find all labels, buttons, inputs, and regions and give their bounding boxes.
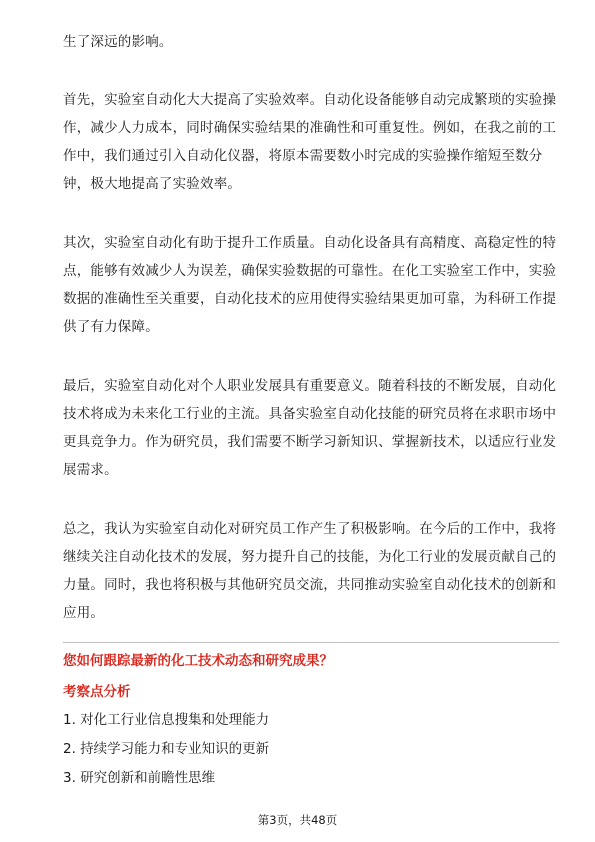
list-item: 2. 持续学习能力和专业知识的更新 (63, 741, 270, 757)
analysis-heading: 考察点分析 (63, 684, 131, 700)
paragraph-line: 应用。 (63, 605, 105, 621)
list-item: 1. 对化工行业信息搜集和处理能力 (63, 712, 270, 728)
paragraph-line: 首先，实验室自动化大大提高了实验效率。自动化设备能够自动完成繁琐的实验操 (63, 92, 557, 108)
paragraph-line: 展需求。 (63, 462, 118, 478)
paragraph-line: 总之，我认为实验室自动化对研究员工作产生了积极影响。在今后的工作中，我将 (63, 521, 557, 537)
list-item: 3. 研究创新和前瞻性思维 (63, 770, 216, 786)
paragraph-line: 生了深远的影响。 (63, 34, 173, 50)
paragraph-line: 继续关注自动化技术的发展，努力提升自己的技能，为化工行业的发展贡献自己的 (63, 549, 557, 565)
paragraph-line: 数据的准确性至关重要，自动化技术的应用使得实验结果更加可靠，为科研工作提 (63, 291, 557, 307)
section-divider (63, 642, 559, 643)
paragraph-line: 供了有力保障。 (63, 319, 159, 335)
paragraph-line: 技术将成为未来化工行业的主流。具备实验室自动化技能的研究员将在求职市场中 (63, 406, 557, 422)
paragraph-line: 力量。同时，我也将积极与其他研究员交流，共同推动实验室自动化技术的创新和 (63, 577, 557, 593)
paragraph-line: 最后，实验室自动化对个人职业发展具有重要意义。随着科技的不断发展，自动化 (63, 378, 557, 394)
paragraph-quality (63, 229, 557, 341)
interview-question: 您如何跟踪最新的化工技术动态和研究成果？ (63, 653, 333, 669)
paragraph-career (63, 372, 557, 484)
analysis-points-list (63, 706, 269, 793)
paragraph-efficiency (63, 86, 557, 198)
paragraph-line: 点，能够有效减少人为误差，确保实验数据的可靠性。在化工实验室工作中，实验 (63, 263, 557, 279)
page-number: 第3页，共48页 (257, 813, 338, 827)
paragraph-line: 钟，极大地提高了实验效率。 (63, 176, 242, 192)
paragraph-line: 其次，实验室自动化有助于提升工作质量。自动化设备具有高精度、高稳定性的特 (63, 235, 557, 251)
paragraph-conclusion (63, 515, 557, 627)
paragraph-line: 作，减少人力成本，同时确保实验结果的准确性和可重复性。例如，在我之前的工 (63, 120, 557, 136)
paragraph-line: 更具竞争力。作为研究员，我们需要不断学习新知识、掌握新技术，以适应行业发 (63, 434, 557, 450)
paragraph-line: 作中，我们通过引入自动化仪器，将原本需要数小时完成的实验操作缩短至数分 (63, 148, 543, 164)
paragraph-intro-tail (63, 28, 543, 56)
